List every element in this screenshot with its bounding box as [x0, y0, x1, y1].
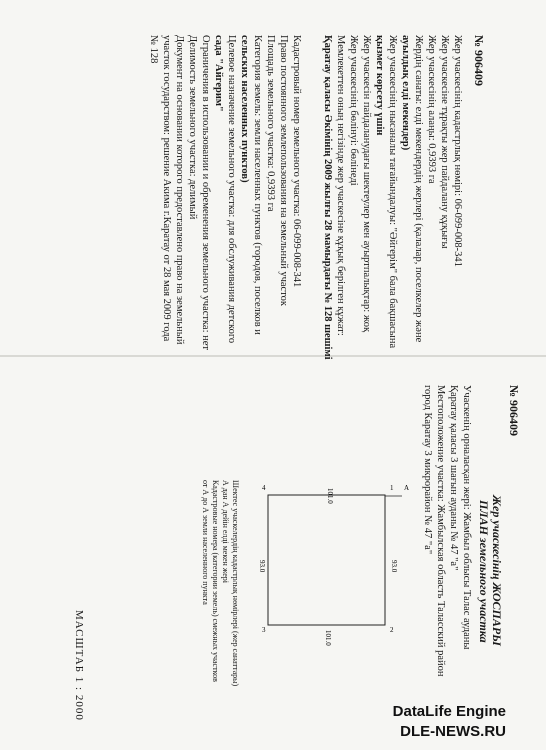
dimension-label: 101.0 — [326, 488, 334, 504]
plan-number: № 906409 — [507, 385, 521, 437]
kz-line: Жердің санаты: елді мекендердің жерлері (қалалар, поселкелер және — [413, 35, 424, 343]
kz-line: қызмет көрсету үшін — [374, 35, 385, 136]
watermark-line-2: DLE-NEWS.RU — [400, 723, 506, 740]
ru-line: № 128 — [148, 35, 159, 64]
note-line: от А до А земли населенного пункта — [201, 480, 210, 605]
ru-line: сада "Айгерим" — [213, 35, 224, 112]
kz-line: Жер учаскесінің бөлінуі: бөлінеді — [348, 35, 359, 186]
watermark-line-1: DataLife Engine — [392, 703, 506, 720]
note-line: Шектес учаскелердің кадастрлық нөмірлері (жер санаттары) — [231, 480, 240, 687]
location-line: Учаскенің орналасқан жері: Жамбыл облысы Талас ауданы — [461, 385, 472, 650]
plot-boundary — [268, 495, 385, 625]
note-line: Кадастровые номера (категории земель) смежных участков — [211, 480, 220, 682]
kz-line: Жер учаскесінің алаңы: 0,9393 га — [426, 35, 437, 184]
watermark — [393, 702, 506, 742]
kz-line: ауылдық елді мекендер) — [400, 35, 411, 151]
location-line: Местоположение участка: Жамбылская область Таласский район — [435, 385, 446, 677]
vertex-label: 4 — [262, 484, 266, 492]
ru-line: Площадь земельного участка: 0,9393 га — [265, 35, 276, 212]
location-line: Қаратау қаласы 3 шағын ауданы № 47 "а" — [448, 385, 459, 571]
scale-label: МАСШТАБ 1 : 2000 — [73, 610, 85, 721]
location-line: город Каратау 3 микрорайон № 47 "а" — [422, 385, 433, 555]
vertex-label: 2 — [390, 626, 394, 634]
ru-line: участок государством: решение Акима г.Каратау от 28 мая 2009 года — [161, 35, 172, 342]
ru-line: сельских населенных пунктов) — [239, 35, 250, 183]
arrow-label: А — [404, 484, 410, 492]
scale-block — [72, 610, 85, 721]
kz-line: Жер учаскесін пайдаланудағы шектеулер мен ауыртпалықтар: жоқ — [361, 35, 372, 333]
ru-line: Категория земель: земли населенных пунктов (городов, поселков и — [252, 35, 263, 335]
certificate-number: № 906409 — [472, 35, 486, 87]
ru-line: Ограничения в использовании и обременения земельного участка: нет — [200, 35, 211, 350]
adjacent-notes-block — [200, 480, 240, 686]
kz-line: Жер учаскесіне тұрақты жер пайдалану құқығы — [439, 35, 450, 249]
ru-line: Целевое назначение земельного участка: для обслуживания детского — [226, 35, 237, 344]
dimension-label: 101.0 — [324, 630, 332, 646]
ru-line: Кадастровый номер земельного участка: 06-099-008-341 — [291, 35, 302, 288]
kz-line: Мемлекеттен оның негізінде жер учаскесіне құқық берілген құжат: — [335, 35, 346, 336]
ru-line: Документ на основании которого предоставлено право на земельный — [174, 35, 185, 345]
ru-line: Право постоянного землепользования на земельный участок — [278, 35, 289, 307]
dimension-label: 93.0 — [258, 560, 266, 573]
note-line: А дан А дейін елді мекен жері — [221, 480, 230, 584]
kz-line: Қаратау қаласы Әкімінің 2009 жылғы 28 мамырдағы № 128 шешімі — [322, 35, 333, 360]
plan-title-kz: Жер учаскесінің ЖОСПАРЫ — [490, 495, 504, 646]
ru-line: Делимость земельного участка: делимый — [187, 35, 198, 220]
kz-line: Жер учаскесінің кадастрлық нөмірі: 06-099-008-341 — [452, 35, 463, 267]
kz-line: Жер учаскесінің нысаналы тағайындалуы: "Әйгерім" бала бақшасына — [387, 35, 398, 349]
plan-title-ru: ПЛАН земельного участка — [477, 500, 491, 643]
dimension-label: 93.0 — [390, 560, 398, 573]
vertex-label: 1 — [390, 484, 394, 492]
vertex-label: 3 — [262, 626, 266, 634]
